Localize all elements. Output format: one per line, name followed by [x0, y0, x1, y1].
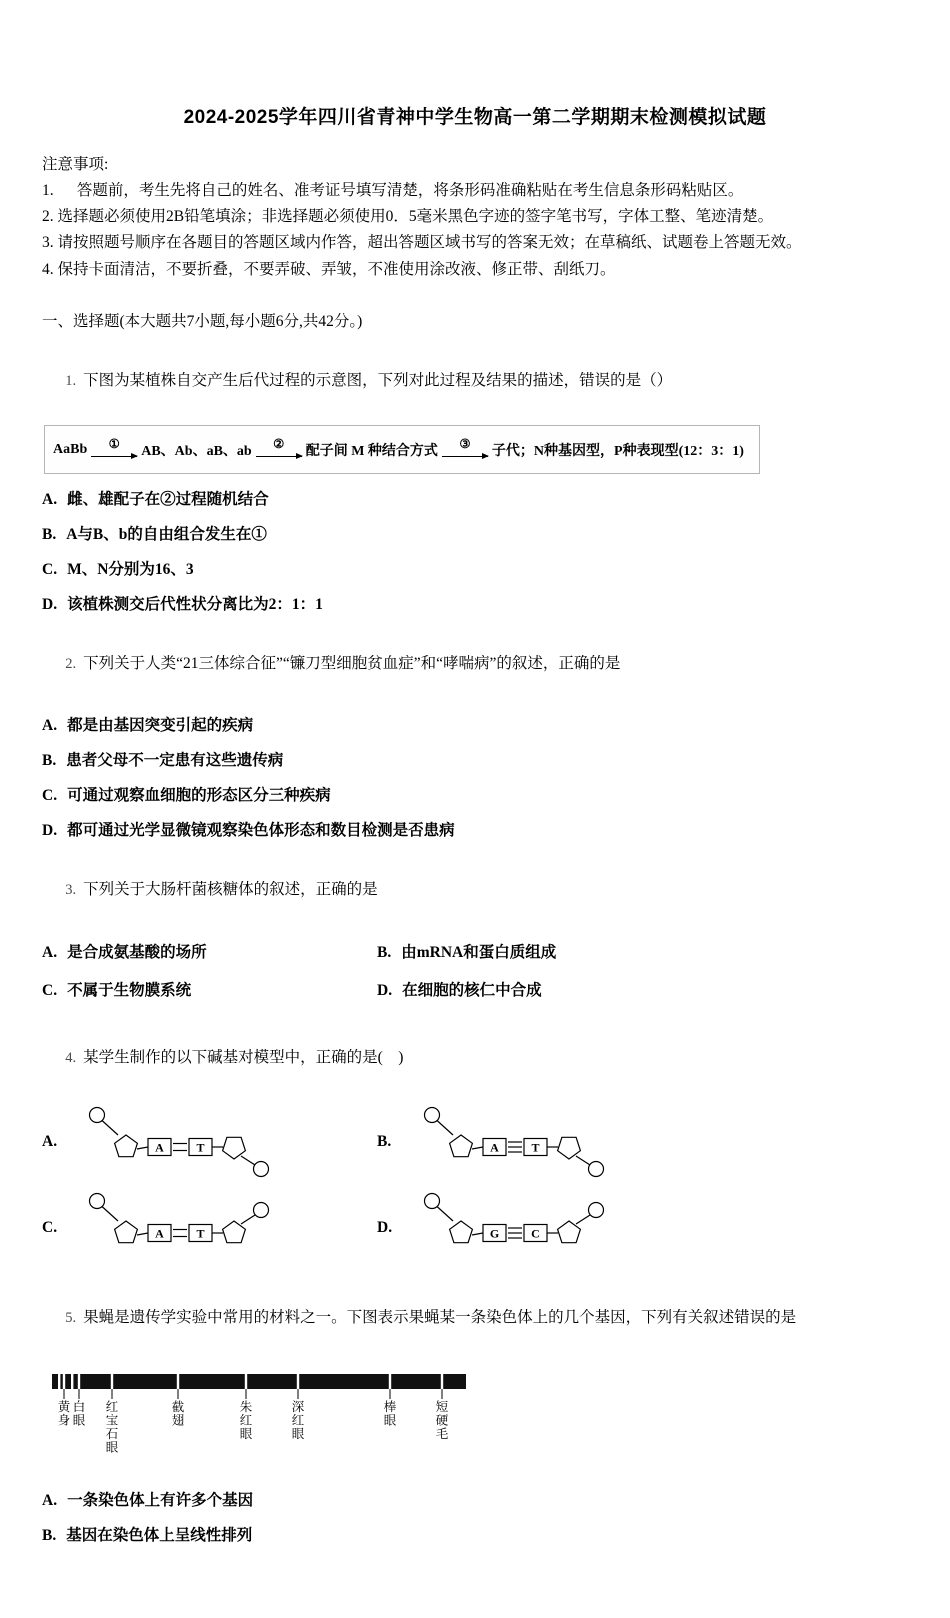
- option-D: [42, 592, 908, 614]
- option-label: B.: [377, 944, 392, 962]
- option-label: A.: [42, 1492, 58, 1510]
- arrow-step-3: [442, 438, 488, 461]
- option-label: D.: [377, 982, 393, 1000]
- step-2-label: ②: [273, 437, 285, 452]
- combination-text: 配子间 M 种结合方式: [305, 443, 438, 459]
- gamete-types: AB、Ab、aB、ab: [141, 443, 252, 459]
- chromosome-diagram: [46, 1366, 476, 1470]
- option-D: [42, 818, 908, 840]
- option-C: [42, 978, 377, 1000]
- option-B: [42, 522, 908, 544]
- option-A: [42, 940, 377, 962]
- option-text: 都可通过光学显微镜观察染色体形态和数目检测是否患病: [67, 822, 455, 840]
- notice-item-1: 1. 答题前，考生先将自己的姓名、准考证号填写清楚，将条形码准确粘贴在考生信息条形码粘贴区。: [42, 181, 744, 199]
- question-3-stem-row: [42, 854, 908, 926]
- svg-text:朱红眼: 朱红眼: [239, 1400, 253, 1442]
- parent-genotype: AaBb: [53, 441, 88, 457]
- notice-item-4: 4. 保持卡面清洁，不要折叠，不要弄破、弄皱，不准使用涂改液、修正带、刮纸刀。: [42, 260, 616, 278]
- model-option-label: D.: [377, 1219, 393, 1237]
- option-A: [42, 713, 908, 735]
- option-text: 患者父母不一定患有这些遗传病: [66, 752, 284, 770]
- option-text: 可通过观察血细胞的形态区分三种疾病: [67, 787, 331, 805]
- svg-text:T: T: [196, 1140, 205, 1155]
- svg-text:棒眼: 棒眼: [383, 1400, 397, 1428]
- model-A: [42, 1102, 377, 1182]
- notice-heading: 注意事项:: [42, 156, 109, 173]
- option-B: [42, 748, 908, 770]
- model-option-label: A.: [42, 1133, 58, 1151]
- option-B: [42, 1523, 908, 1545]
- option-text: 由mRNA和蛋白质组成: [401, 944, 557, 962]
- question-stem: 下列关于人类“21三体综合征”“镰刀型细胞贫血症”和“哮喘病”的叙述，正确的是: [83, 654, 621, 672]
- model-option-label: B.: [377, 1133, 392, 1151]
- svg-text:T: T: [196, 1226, 205, 1241]
- chromosome-diagram-wrap: [46, 1366, 908, 1475]
- arrow-right-icon: [442, 452, 488, 461]
- question-5-stem-row: [42, 1282, 908, 1354]
- question-number: 1.: [65, 373, 77, 390]
- option-C: [42, 783, 908, 805]
- question-stem: 某学生制作的以下碱基对模型中，正确的是( ): [83, 1049, 404, 1067]
- question-3: [42, 854, 908, 1008]
- model-B: [377, 1102, 908, 1182]
- step-3-label: ③: [459, 437, 471, 452]
- model-C: [42, 1188, 377, 1268]
- base-pair-model-diagram-A: [80, 1102, 280, 1182]
- arrow-step-1: [91, 438, 137, 461]
- option-text: 在细胞的核仁中合成: [402, 982, 542, 1000]
- question-number: 4.: [65, 1050, 77, 1067]
- question-number: 2.: [65, 655, 77, 672]
- option-label: C.: [42, 787, 58, 805]
- step-1-label: ①: [108, 437, 120, 452]
- arrow-step-2: [256, 438, 302, 461]
- option-text: 都是由基因突变引起的疾病: [67, 717, 254, 735]
- section-heading: 一、选择题(本大题共7小题,每小题6分,共42分。): [42, 313, 363, 331]
- question-5: [42, 1282, 908, 1545]
- question-1-stem-row: [42, 345, 908, 417]
- svg-text:A: A: [155, 1140, 164, 1155]
- model-D: [377, 1188, 908, 1268]
- page-title: 2024-2025学年四川省青神中学生物高一第二学期期末检测模拟试题: [183, 107, 767, 128]
- notice-section: [42, 153, 908, 283]
- svg-text:T: T: [531, 1140, 540, 1155]
- question-1: [42, 345, 908, 614]
- option-label: D.: [42, 822, 58, 840]
- option-text: 是合成氨基酸的场所: [67, 944, 207, 962]
- arrow-right-icon: [91, 452, 137, 461]
- option-label: B.: [42, 525, 57, 543]
- question-stem: 下图为某植株自交产生后代过程的示意图，下列对此过程及结果的描述，错误的是（）: [83, 372, 673, 390]
- question-2: [42, 628, 908, 840]
- base-pair-model-diagram-D: [415, 1188, 615, 1268]
- option-label: A.: [42, 717, 58, 735]
- selfing-process-diagram: [44, 425, 760, 474]
- option-text: 不属于生物膜系统: [67, 982, 192, 1000]
- model-option-label: C.: [42, 1219, 58, 1237]
- option-text: 该植株测交后代性状分离比为2：1：1: [67, 595, 323, 613]
- svg-text:G: G: [489, 1226, 500, 1241]
- option-D: [377, 978, 908, 1000]
- notice-item-3: 3. 请按照题号顺序在各题目的答题区域内作答，超出答题区域书写的答案无效；在草稿纸、试题卷上答题无效。: [42, 234, 802, 252]
- option-C: [42, 557, 908, 579]
- svg-text:C: C: [531, 1226, 540, 1241]
- svg-text:A: A: [490, 1140, 499, 1155]
- question-number: 3.: [65, 882, 77, 899]
- option-label: B.: [42, 1527, 57, 1545]
- question-2-stem-row: [42, 628, 908, 700]
- svg-text:深红眼: 深红眼: [291, 1400, 305, 1442]
- svg-text:短硬毛: 短硬毛: [435, 1400, 449, 1442]
- option-label: A.: [42, 490, 58, 508]
- question-4: [42, 1022, 908, 1268]
- option-A: [42, 1488, 908, 1510]
- base-pair-model-diagram-C: [80, 1188, 280, 1268]
- offspring-text: 子代；N种基因型，P种表现型(12：3：1): [491, 443, 744, 459]
- base-pair-model-diagram-B: [415, 1102, 615, 1182]
- option-label: C.: [42, 982, 58, 1000]
- base-pair-models: [42, 1102, 908, 1268]
- option-A: [42, 487, 908, 509]
- svg-text:黄身: 黄身: [57, 1400, 71, 1428]
- option-label: B.: [42, 752, 57, 770]
- svg-text:白眼: 白眼: [72, 1400, 86, 1428]
- option-label: C.: [42, 560, 58, 578]
- question-stem: 下列关于大肠杆菌核糖体的叙述，正确的是: [83, 881, 378, 899]
- question-4-stem-row: [42, 1022, 908, 1094]
- svg-text:A: A: [155, 1226, 164, 1241]
- option-text: 一条染色体上有许多个基因: [67, 1492, 254, 1510]
- option-label: A.: [42, 944, 58, 962]
- arrow-right-icon: [256, 452, 302, 461]
- svg-text:截翅: 截翅: [171, 1400, 185, 1428]
- option-text: 雌、雄配子在②过程随机结合: [67, 490, 269, 508]
- notice-item-2: 2. 选择题必须使用2B铅笔填涂；非选择题必须使用0．5毫米黑色字迹的签字笔书写，字体工整、笔迹清楚。: [42, 208, 774, 226]
- option-text: 基因在染色体上呈线性排列: [66, 1527, 253, 1545]
- option-text: M、N分别为16、3: [67, 560, 194, 578]
- option-label: D.: [42, 595, 58, 613]
- svg-text:红宝石眼: 红宝石眼: [105, 1400, 119, 1455]
- question-number: 5.: [65, 1310, 77, 1327]
- option-grid: [42, 932, 908, 1008]
- question-stem: 果蝇是遗传学实验中常用的材料之一。下图表示果蝇某一条染色体上的几个基因，下列有关叙述错误的是: [83, 1309, 797, 1327]
- option-text: A与B、b的自由组合发生在①: [66, 525, 267, 543]
- option-B: [377, 940, 908, 962]
